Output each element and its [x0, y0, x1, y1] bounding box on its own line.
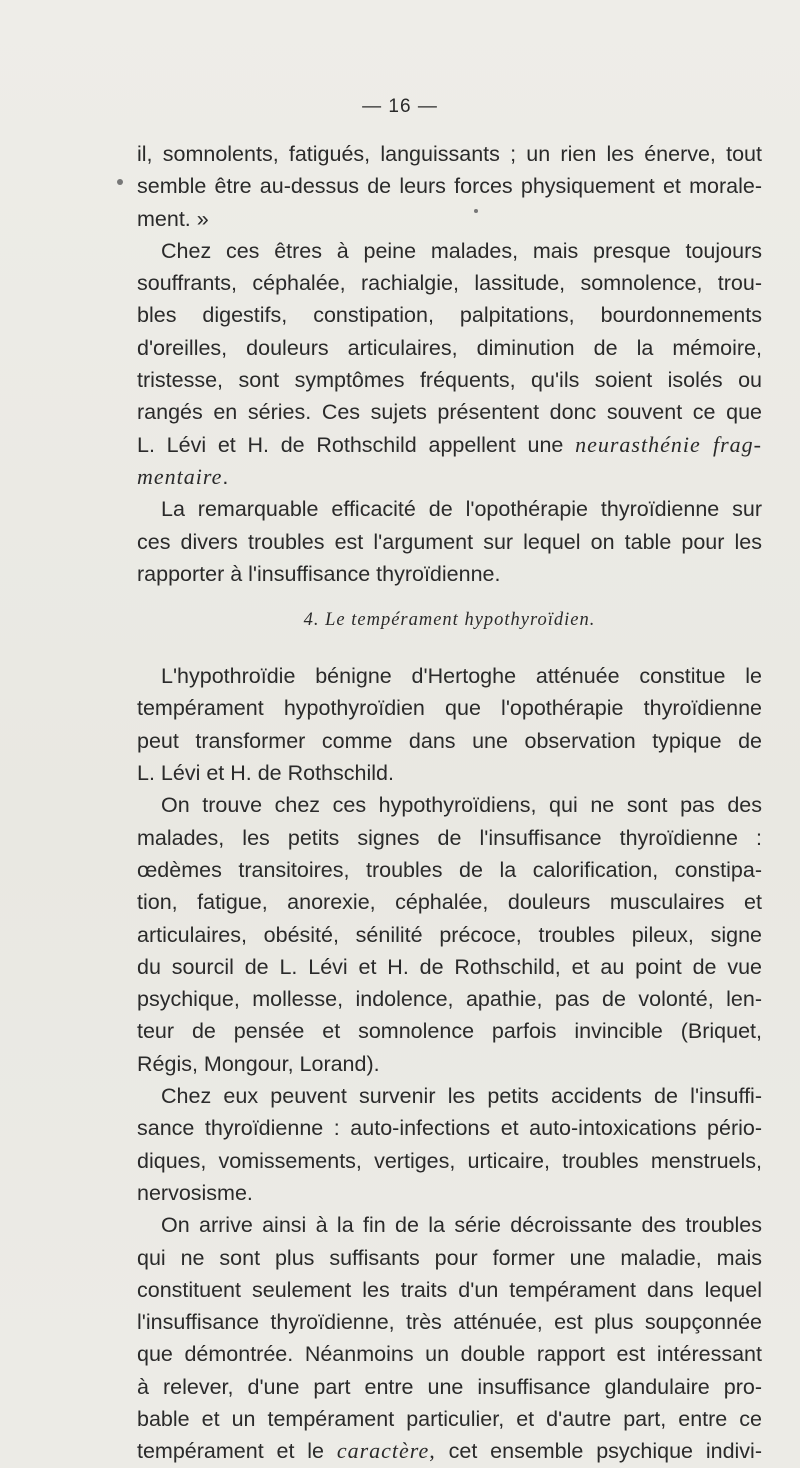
text-line: d'oreilles, douleurs articulaires, diminution de la mémoire,	[137, 335, 762, 360]
margin-dot	[117, 179, 123, 185]
italic-term: neurasthénie frag-	[575, 431, 762, 457]
italic-term: caractère,	[336, 1438, 436, 1464]
paragraph-start: On trouve chez ces hypothyroïdiens, qui ne sont pas des	[161, 793, 762, 818]
text-line: souffrants, céphalée, rachialgie, lassitude, somnolence, trou-	[137, 271, 762, 296]
text-line: sance thyroïdienne : auto-infections et auto-intoxications pério-	[137, 1116, 762, 1141]
text-line: bles digestifs, constipation, palpitations, bourdonnements	[137, 303, 762, 328]
text-line	[137, 429, 762, 461]
text-line: que démontrée. Néanmoins un double rapport est intéressant	[137, 1342, 762, 1367]
text-span: L. Lévi et H. de Rothschild appellent une	[137, 432, 576, 457]
text-line: rapporter à l'insuffisance thyroïdienne.	[137, 561, 501, 586]
text-line: ces divers troubles est l'argument sur lequel on table pour les	[137, 529, 762, 554]
text-line: psychique, mollesse, indolence, apathie, pas de volonté, len-	[137, 987, 762, 1012]
text-line: rangés en séries. Ces sujets présentent donc souvent ce que	[137, 400, 762, 425]
text-span: cet ensemble psychique indivi-	[435, 1439, 762, 1464]
text-line: tion, fatigue, anorexie, céphalée, douleurs musculaires et	[137, 890, 762, 915]
paragraph-start: On arrive ainsi à la fin de la série décroissante des troubles	[161, 1213, 762, 1238]
text-line: peut transformer comme dans une observation typique de	[137, 728, 762, 753]
text-line: ment. »	[137, 206, 209, 231]
text-line: L. Lévi et H. de Rothschild.	[137, 761, 394, 786]
section-heading: 4. Le tempérament hypothyroïdien.	[303, 610, 596, 631]
text-line: diques, vomissements, vertiges, urticaire, troubles menstruels,	[137, 1148, 762, 1173]
text-line: œdèmes transitoires, troubles de la calorification, constipa-	[137, 857, 762, 882]
text-line: malades, les petits signes de l'insuffisance thyroïdienne :	[137, 825, 762, 850]
text-line: tempérament hypothyroïdien que l'opothérapie thyroïdienne	[137, 696, 762, 721]
text-line: il, somnolents, fatigués, languissants ; un rien les énerve, tout	[137, 142, 762, 166]
paragraph-start: Chez ces êtres à peine malades, mais presque toujours	[161, 238, 762, 263]
text-line	[137, 461, 762, 493]
italic-term: mentaire	[137, 463, 223, 489]
text-line: articulaires, obésité, sénilité précoce, troubles pileux, signe	[137, 922, 762, 947]
text-line: qui ne sont plus suffisants pour former une maladie, mais	[137, 1245, 762, 1270]
text-span: .	[222, 464, 229, 489]
text-line: constituent seulement les traits d'un tempérament dans lequel	[137, 1277, 762, 1302]
text-span: tempérament et le	[137, 1439, 337, 1464]
text-line: l'insuffisance thyroïdienne, très atténuée, est plus soupçonnée	[137, 1310, 762, 1335]
text-line: bable et un tempérament particulier, et d'autre part, entre ce	[137, 1406, 762, 1431]
text-line	[137, 1435, 762, 1467]
text-line: teur de pensée et somnolence parfois invincible (Briquet,	[137, 1019, 762, 1044]
text-line: semble être au-dessus de leurs forces physiquement et morale-	[137, 174, 762, 199]
text-line: du sourcil de L. Lévi et H. de Rothschild, et au point de vue	[137, 954, 762, 979]
text-line: à relever, d'une part entre une insuffisance glandulaire pro-	[137, 1374, 762, 1399]
text-line: nervosisme.	[137, 1180, 253, 1205]
body-text	[137, 138, 762, 1468]
text-line: tristesse, sont symptômes fréquents, qu'ils soient isolés ou	[137, 368, 762, 393]
paragraph-start: La remarquable efficacité de l'opothérapie thyroïdienne sur	[161, 497, 762, 522]
text-line: Régis, Mongour, Lorand).	[137, 1051, 380, 1076]
paragraph-start: Chez eux peuvent survenir les petits accidents de l'insuffi-	[161, 1084, 762, 1109]
paragraph-start: L'hypothroïdie bénigne d'Hertoghe atténuée constitue le	[161, 664, 762, 689]
page-number: — 16 —	[362, 96, 438, 117]
